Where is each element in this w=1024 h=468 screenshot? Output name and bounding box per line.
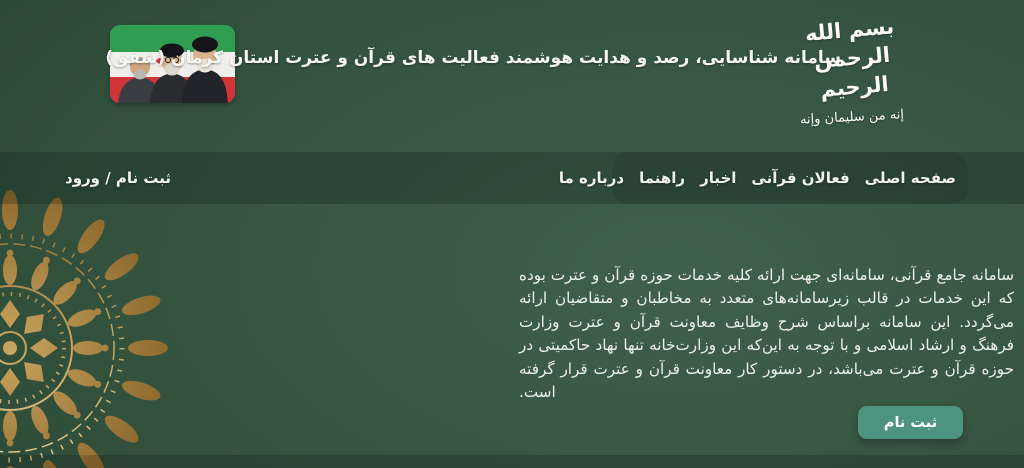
bismillah-calligraphy — [782, 14, 922, 128]
bismillah-verse-text: إنه من سليمان وإنه — [799, 107, 905, 128]
nav-item-about[interactable]: درباره ما — [558, 169, 625, 187]
bismillah-text: بسم الله الرحمن الرحيم — [803, 14, 896, 102]
nav-item-activists[interactable]: فعالان قرآنی — [751, 169, 850, 187]
nav-item-news[interactable]: اخبار — [700, 169, 737, 187]
nav-item-home[interactable]: صفحه اصلی — [864, 169, 956, 187]
nav-item-guide[interactable]: راهنما — [639, 169, 686, 187]
site-title: سامانه شناسایی، رصد و هدایت هوشمند فعالیت های قرآن و عترت استان کرمان (شفق) — [105, 48, 841, 68]
nav-links-group — [558, 152, 968, 204]
footer-strip — [0, 455, 1024, 468]
mandala-ornament — [0, 158, 200, 468]
register-login-link[interactable]: ثبت نام / ورود — [65, 169, 172, 187]
register-button[interactable]: ثبت نام — [858, 406, 963, 439]
about-paragraph: سامانه جامع قرآنی، سامانه‌ای جهت ارائه کلیه خدمات حوزه قرآن و عترت بوده که این خدمات در قالب زیرسامانه‌های متعدد به مخاطبان و متقاضیان ارائه می‌گردد. این سامانه براساس شرح وظایف معاونت قرآن و عترت وزارت فرهنگ و ارشاد اسلامی و با توجه به این‌که این وزارت‌خانه تنها نهاد حاکمیتی در حوزه قرآن و عترت می‌باشد، در دستور کار معاونت قرآن و عترت قرار گرفته است. — [519, 266, 1014, 402]
